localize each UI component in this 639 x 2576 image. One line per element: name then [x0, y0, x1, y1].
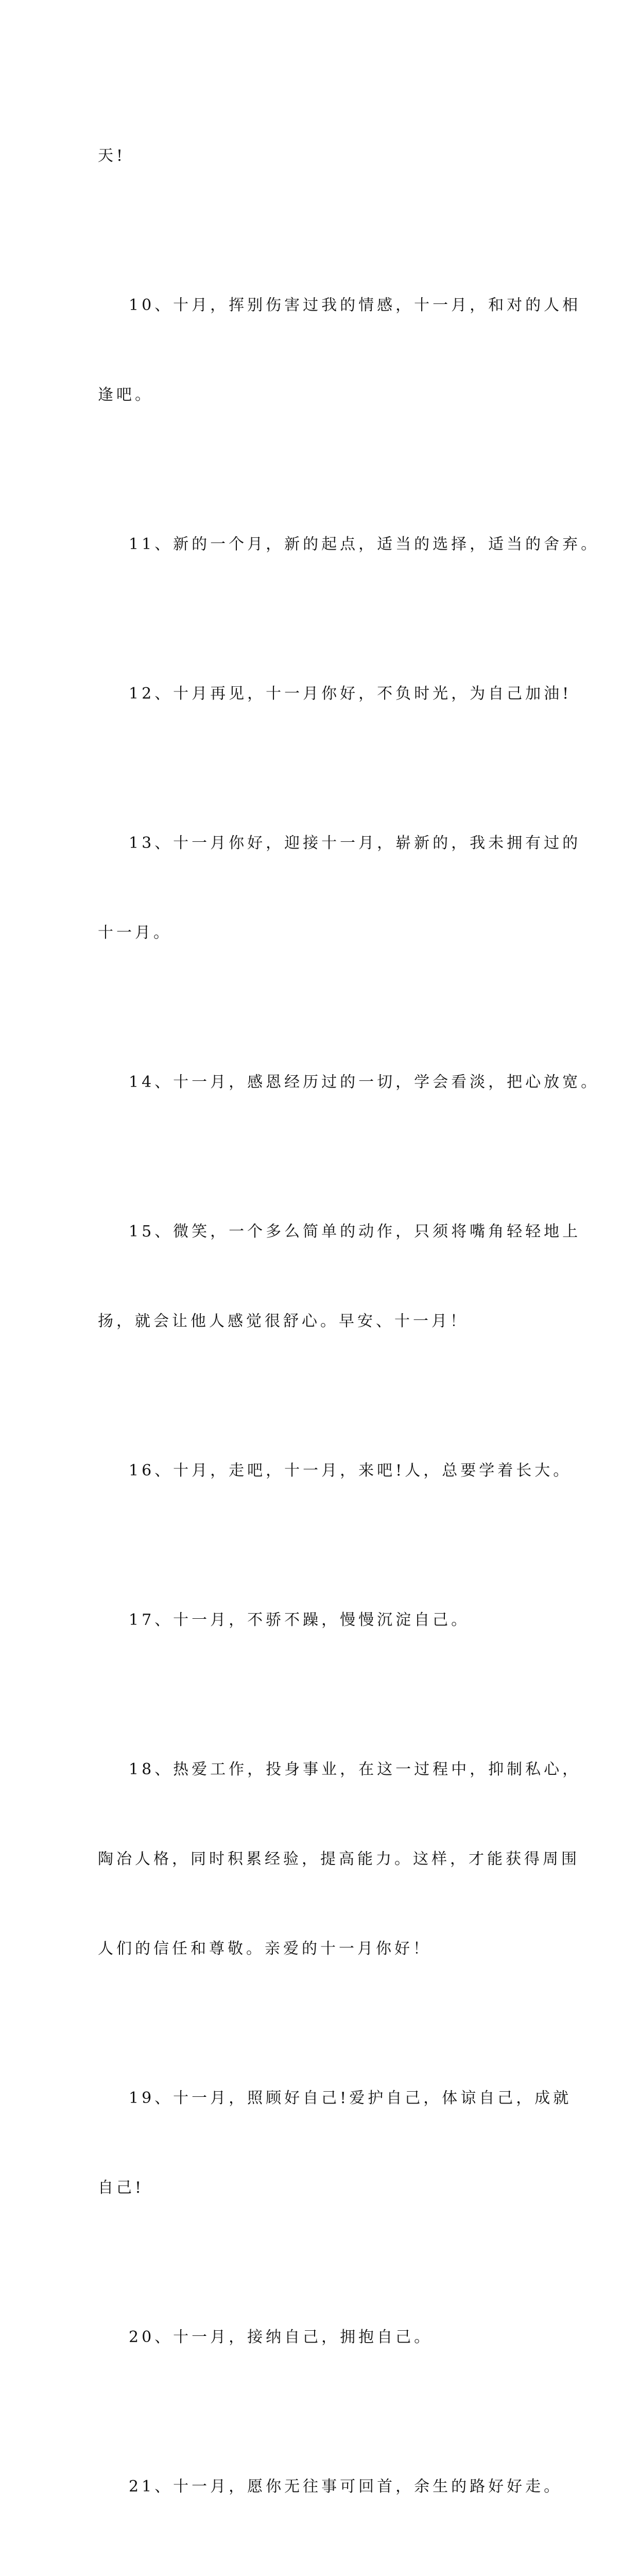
paragraph-item-21: [98, 2412, 563, 2562]
paragraph-item-14: [98, 1008, 600, 1157]
text-line: 11、新的一个月，新的起点，适当的选择，适当的舍弃。: [129, 535, 600, 553]
text-line: 13、十一月你好，迎接十一月，崭新的，我未拥有过的: [129, 834, 581, 852]
paragraph-item-15: [98, 1157, 581, 1396]
text-line: 逢吧。: [98, 386, 153, 404]
text-line: 扬，就会让他人感觉很舒心。早安、十一月！: [98, 1312, 469, 1330]
text-line: 16、十月，走吧，十一月，来吧!人，总要学着长大。: [129, 1462, 572, 1480]
text-line: 15、微笑，一个多么简单的动作，只须将嘴角轻轻地上: [129, 1223, 581, 1241]
text-line: 陶冶人格，同时积累经验，提高能力。这样，才能获得周围: [98, 1850, 580, 1868]
text-line: 天!: [98, 147, 126, 165]
paragraph-item-11: [98, 470, 600, 619]
paragraph-item-20: [98, 2263, 551, 2412]
paragraph-item-13: [98, 769, 581, 1008]
paragraph-item-12: [98, 619, 572, 769]
document-body: [98, 81, 600, 2576]
text-line: 10、十月，挥别伤害过我的情感，十一月，和对的人相: [129, 296, 581, 314]
paragraph-continuation: [98, 81, 551, 231]
text-line: 20、十一月，接纳自己，拥抱自己。: [129, 2328, 433, 2346]
text-line: 18、热爱工作，投身事业，在这一过程中，抑制私心，: [129, 1760, 581, 1778]
text-line: 十一月。: [98, 924, 172, 942]
paragraph-item-17: [98, 1546, 551, 1695]
paragraph-item-10: [98, 231, 581, 470]
paragraph-item-22: [98, 2562, 551, 2576]
paragraph-item-18: [98, 1695, 581, 2024]
text-line: 14、十一月，感恩经历过的一切，学会看淡，把心放宽。: [129, 1073, 600, 1091]
paragraph-item-16: [98, 1396, 572, 1546]
text-line: 自己!: [98, 2179, 145, 2197]
text-line: 19、十一月，照顾好自己!爱护自己，体谅自己，成就: [129, 2089, 572, 2107]
text-line: 17、十一月，不骄不躁，慢慢沉淀自己。: [129, 1611, 470, 1629]
text-line: 人们的信任和尊敬。亲爱的十一月你好！: [98, 1940, 431, 1958]
text-line: 12、十月再见，十一月你好，不负时光，为自己加油!: [129, 685, 572, 703]
text-line: 21、十一月，愿你无往事可回首，余生的路好好走。: [129, 2478, 563, 2496]
paragraph-item-19: [98, 2024, 572, 2263]
